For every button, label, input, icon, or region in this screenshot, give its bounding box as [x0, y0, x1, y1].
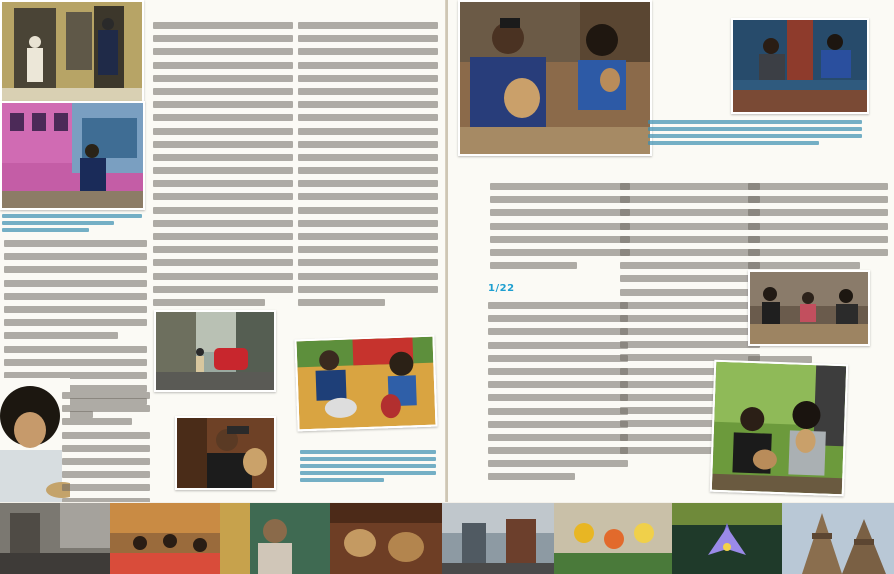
photo-man-drum-small	[175, 416, 276, 490]
body-column-2	[153, 22, 293, 312]
caption-right-top	[648, 120, 862, 148]
caption-left-bottom	[300, 450, 436, 485]
strip-photo-drum-shop	[330, 503, 442, 574]
body-column-4	[490, 183, 630, 275]
body-column-dialogue	[62, 392, 150, 502]
body-column-3	[298, 22, 438, 312]
strip-photo-temple	[782, 503, 894, 574]
photo-men-under-tree	[710, 360, 849, 497]
photo-street-car	[154, 310, 276, 392]
photo-two-drummers	[458, 0, 652, 156]
caption-left-top	[2, 214, 142, 235]
photo-young-man-curly	[0, 378, 70, 502]
photo-two-men-sitting	[731, 18, 869, 114]
left-page	[0, 0, 446, 502]
body-column-4-bottom	[488, 302, 628, 487]
right-page	[448, 0, 894, 502]
photo-street-doorway	[0, 0, 144, 104]
bottom-photo-strip	[0, 503, 894, 574]
section-heading: 1/22	[488, 283, 515, 294]
strip-photo-flowers	[554, 503, 672, 574]
photo-pink-street	[0, 101, 145, 210]
strip-photo-market	[110, 503, 220, 574]
photo-studio-session	[294, 335, 437, 432]
photo-group-floor	[748, 270, 870, 346]
strip-photo-lotus	[672, 503, 782, 574]
strip-photo-street-2	[442, 503, 554, 574]
body-column-6	[748, 183, 888, 275]
strip-photo-street-1	[0, 503, 110, 574]
strip-photo-woman	[220, 503, 330, 574]
